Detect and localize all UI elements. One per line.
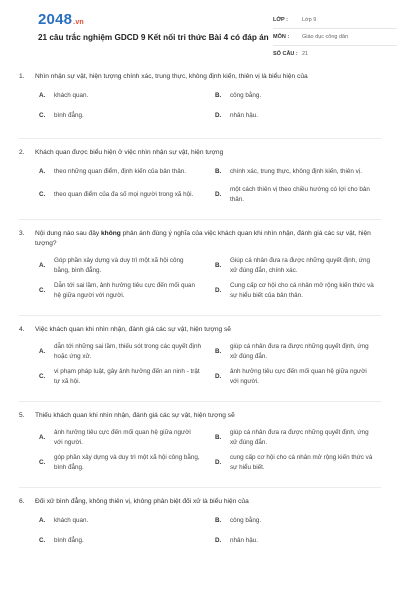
option-letter: D. <box>215 190 222 198</box>
option-d[interactable] <box>215 185 381 204</box>
question-text: Thiếu khách quan khi nhìn nhận, đánh giá các sự vật, hiện tượng sẽ <box>35 412 235 419</box>
question-stem <box>19 72 381 82</box>
option-c[interactable] <box>39 185 205 204</box>
logo-tld: .vn <box>73 19 84 26</box>
question-number: 4. <box>19 326 25 333</box>
options <box>19 89 381 129</box>
option-letter: A. <box>39 261 46 269</box>
question-stem <box>19 148 381 158</box>
option-a[interactable] <box>39 256 205 275</box>
site-logo[interactable] <box>38 11 84 28</box>
option-letter: D. <box>215 112 222 120</box>
option-d[interactable] <box>215 453 381 472</box>
option-text: chính xác, trung thực, không định kiến, thiên vị. <box>230 168 362 176</box>
option-text: vi phạm pháp luật, gây ảnh hưởng đến an ninh - trật tự xã hội. <box>54 368 200 385</box>
question-number: 3. <box>19 230 25 237</box>
option-d[interactable] <box>215 281 381 300</box>
option-text: nhân hậu. <box>230 537 259 545</box>
question-stem <box>19 411 381 421</box>
option-text: một cách thiên vị theo chiều hướng có lợi cho bản thân. <box>230 186 370 203</box>
option-text: công bằng. <box>230 92 262 100</box>
option-letter: B. <box>215 433 222 441</box>
meta-value: Giáo dục công dân <box>302 34 349 40</box>
option-letter: D. <box>215 537 222 545</box>
meta-row-count <box>273 46 397 62</box>
option-text: bình đẳng. <box>54 537 84 545</box>
option-text: góp phần xây dựng và duy trì một xã hội công bằng, bình đẳng. <box>54 454 200 471</box>
question-stem <box>19 229 381 249</box>
option-c[interactable] <box>39 367 205 386</box>
question-6 <box>19 497 381 563</box>
document-title: 21 câu trắc nghiệm GDCD 9 Kết nối tri thức Bài 4 có đáp án <box>38 33 269 42</box>
option-text: giúp cá nhân đưa ra được những quyết định, ứng xử đúng đắn. <box>230 429 369 446</box>
option-a[interactable] <box>39 428 205 447</box>
meta-key: SỐ CÂU : <box>273 51 298 57</box>
option-text: Giúp cá nhân đưa ra được những quyết định, ứng xử đúng đắn, chính xác. <box>230 257 371 274</box>
option-a[interactable] <box>39 342 205 361</box>
option-letter: A. <box>39 168 46 176</box>
option-letter: A. <box>39 347 46 355</box>
option-b[interactable] <box>215 256 381 275</box>
option-d[interactable] <box>215 534 381 548</box>
question-number: 6. <box>19 498 25 505</box>
option-letter: C. <box>39 537 46 545</box>
option-a[interactable] <box>39 165 205 179</box>
option-c[interactable] <box>39 281 205 300</box>
option-letter: C. <box>39 458 46 466</box>
option-text: theo những quan điểm, định kiến của bản thân. <box>54 168 187 176</box>
option-letter: B. <box>215 261 222 269</box>
option-b[interactable] <box>215 428 381 447</box>
meta-table <box>273 12 397 62</box>
option-text: ảnh hưởng tiêu cực đến mối quan hệ giữa người với người. <box>54 429 191 446</box>
option-letter: C. <box>39 190 46 198</box>
option-text: theo quan điểm của đa số mọi người trong xã hội. <box>54 190 194 198</box>
meta-key: LỚP : <box>273 17 288 23</box>
option-b[interactable] <box>215 89 381 103</box>
question-text: Việc khách quan khi nhìn nhận, đánh giá các sự vật, hiện tượng sẽ <box>35 326 231 333</box>
option-letter: B. <box>215 168 222 176</box>
option-letter: D. <box>215 458 222 466</box>
question-4 <box>19 325 381 402</box>
option-text: Dẫn tới sai lầm, ảnh hưởng tiêu cực đến mối quan hệ giữa người với người. <box>54 282 195 299</box>
options <box>19 342 381 392</box>
question-text <box>35 229 381 249</box>
option-letter: B. <box>215 517 222 525</box>
option-b[interactable] <box>215 514 381 528</box>
stem-part: phản ánh đúng ý nghĩa của việc khách quan khi nhìn nhận, đánh giá các sự vật, hiện tượng? <box>35 230 371 247</box>
option-c[interactable] <box>39 534 205 548</box>
question-2 <box>19 148 381 220</box>
option-letter: B. <box>215 92 222 100</box>
option-b[interactable] <box>215 342 381 361</box>
option-letter: C. <box>39 286 46 294</box>
option-letter: C. <box>39 372 46 380</box>
option-text: ảnh hưởng tiêu cực đến mối quan hệ giữa người với người. <box>230 368 367 385</box>
option-letter: A. <box>39 517 46 525</box>
option-b[interactable] <box>215 165 381 179</box>
option-letter: A. <box>39 433 46 441</box>
option-letter: D. <box>215 372 222 380</box>
option-c[interactable] <box>39 109 205 123</box>
question-3 <box>19 229 381 316</box>
option-text: nhân hậu. <box>230 112 259 120</box>
question-text: Khách quan được biểu hiện ở việc nhìn nhận sự vật, hiện tượng <box>35 149 224 156</box>
meta-value: Lớp 9 <box>302 17 317 23</box>
meta-row-class <box>273 12 397 29</box>
options <box>19 165 381 210</box>
option-letter: B. <box>215 347 222 355</box>
option-d[interactable] <box>215 367 381 386</box>
meta-value: 21 <box>302 51 309 57</box>
option-text: giúp cá nhân đưa ra được những quyết định, ứng xử đúng đắn. <box>230 343 369 360</box>
option-text: khách quan. <box>54 517 89 525</box>
meta-row-subject <box>273 29 397 46</box>
option-c[interactable] <box>39 453 205 472</box>
question-text: Đối xử bình đẳng, không thiên vị, không phân biệt đối xử là biểu hiện của <box>35 498 249 505</box>
options <box>19 514 381 554</box>
option-letter: C. <box>39 112 46 120</box>
question-number: 1. <box>19 73 25 80</box>
option-text: bình đẳng. <box>54 112 84 120</box>
option-text: khách quan. <box>54 92 89 100</box>
question-stem <box>19 497 381 507</box>
question-list <box>19 72 381 563</box>
option-letter: A. <box>39 92 46 100</box>
question-1 <box>19 72 381 139</box>
question-stem <box>19 325 381 335</box>
option-a[interactable] <box>39 514 205 528</box>
meta-key: MÔN : <box>273 34 290 40</box>
stem-part: Nội dung nào sau đây <box>35 230 101 237</box>
option-d[interactable] <box>215 109 381 123</box>
header <box>19 0 381 64</box>
question-text: Nhìn nhận sự vật, hiện tượng chính xác, trung thực, không định kiến, thiên vị là biểu hiện của <box>35 73 308 80</box>
option-text: cung cấp cơ hội cho cá nhân mở rộng kiến thức và sự hiểu biết. <box>230 454 373 471</box>
question-5 <box>19 411 381 488</box>
options <box>19 428 381 478</box>
option-a[interactable] <box>39 89 205 103</box>
options <box>19 256 381 306</box>
question-number: 2. <box>19 149 25 156</box>
option-text: Cung cấp cơ hội cho cá nhân mở rộng kiến thức và sự hiểu biết của bản thân. <box>230 282 374 299</box>
logo-brand: 2048 <box>38 11 73 28</box>
option-text: dẫn tới những sai lầm, thiếu sót trong các quyết định hoặc ứng xử. <box>54 343 201 360</box>
option-text: công bằng. <box>230 517 262 525</box>
option-letter: D. <box>215 286 222 294</box>
stem-emphasis: không <box>101 230 121 237</box>
option-text: Góp phần xây dựng và duy trì một xã hội công bằng, bình đẳng. <box>54 257 184 274</box>
question-number: 5. <box>19 412 25 419</box>
